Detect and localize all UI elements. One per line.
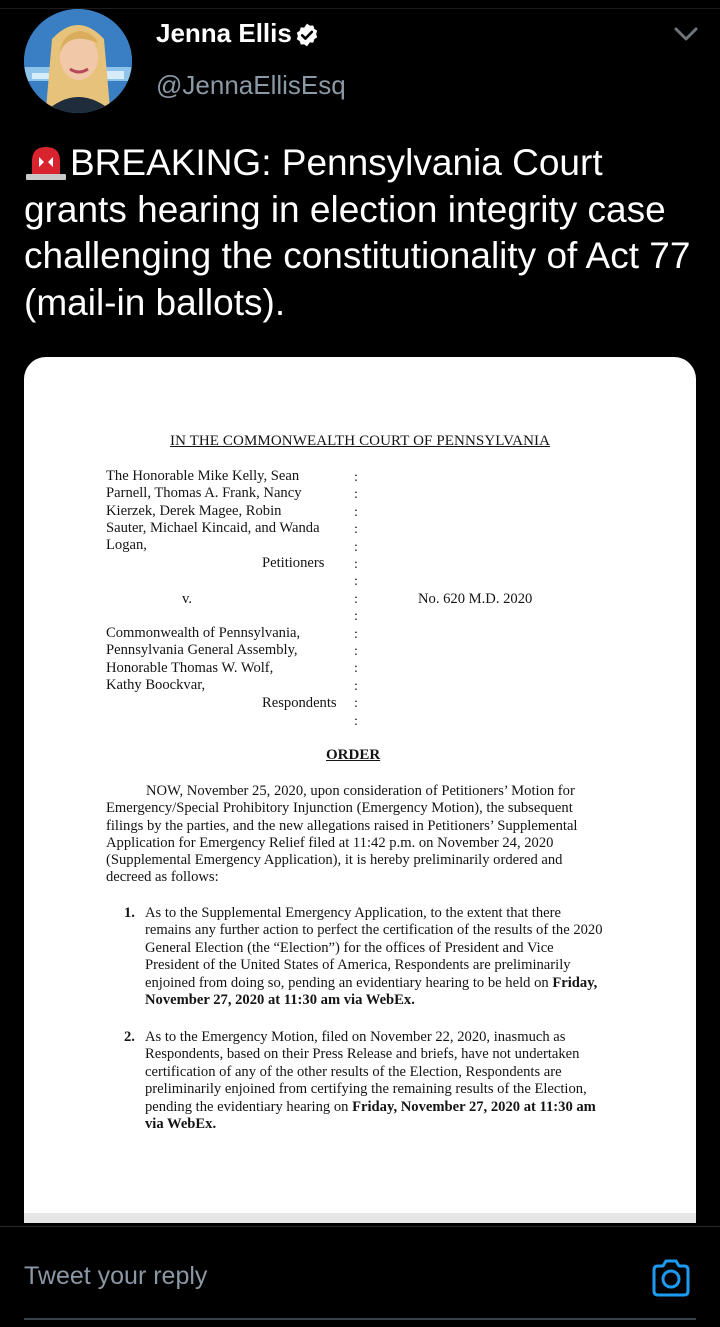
order-item-text: As to the Supplemental Emergency Application, to the extent that there remains any further action to perfect the certification of the results of the 2020 General Election (the “Election”) for the offices of President and Vice President of the United States of America, Respondents are preliminarily enjoined from doing so, pending an evidentiary hearing to be held on [145,905,603,991]
order-item-body [145,1029,609,1133]
respondents-list [106,625,346,694]
order-item-hearing-date: Friday, November 27, 2020 at 11:30 am via WebEx. [145,1098,596,1133]
reply-input[interactable]: Tweet your reply [24,1262,208,1290]
tweet-text [24,140,694,326]
respondents-label: Respondents [262,695,337,711]
chevron-down-icon[interactable] [672,24,700,44]
petitioner-line: Logan, [106,537,147,554]
camera-icon[interactable] [649,1256,693,1300]
order-item-hearing-date: Friday, November 27, 2020 at 11:30 am via WebEx. [145,974,598,1009]
order-paragraph: NOW, November 25, 2020, upon consideration of Petitioners’ Motion for Emergency/Special Prohibitory Injunction (Emergency Motion), the subsequent filings by the parties, and the new allegations raised in Petitioners’ Supplemental Application for Emergency Relief filed at 11:42 p.m. on November 24, 2020 (Supplemental Emergency Application), it is hereby preliminarily ordered and decreed as follows: [106,783,578,886]
court-order-document [24,357,696,1213]
tweet-text-content: BREAKING: Pennsylvania Court grants hearing in election integrity case challenging the constitutionality of Act 77 (mail-in ballots). [24,142,691,323]
petitioner-line: Sauter, Michael Kincaid, and Wanda [106,519,320,536]
media-card-bottom-edge [24,1213,696,1223]
petitioner-line: Parnell, Thomas A. Frank, Nancy [106,485,302,502]
versus-label: v. [182,591,192,607]
respondent-line: Pennsylvania General Assembly, [106,642,298,659]
author-handle[interactable]: @JennaEllisEsq [156,70,346,100]
police-siren-emoji-icon [24,143,68,181]
petitioner-line: Kierzek, Derek Magee, Robin [106,502,282,519]
document-heading: IN THE COMMONWEALTH COURT OF PENNSYLVANIA [170,433,551,449]
petitioner-line: The Honorable Mike Kelly, Sean [106,468,300,484]
respondent-line: Commonwealth of Pennsylvania, [106,625,301,641]
reply-input-underline [24,1318,696,1320]
order-item-1 [124,905,609,1009]
order-item-body [145,905,609,1009]
tweet-media-image[interactable] [24,357,696,1223]
respondent-line: Kathy Boockvar, [106,676,206,693]
order-item-number: 2. [124,1029,135,1045]
order-title: ORDER [326,747,381,763]
caption-colon-column: : : : : : : : : : : : : : : : [354,470,358,729]
author-name[interactable]: Jenna Ellis [156,18,292,48]
top-divider [0,8,720,9]
verified-badge-icon [294,22,320,48]
order-item-number: 1. [124,905,135,921]
petitioners-label: Petitioners [262,555,325,571]
petitioners-list [106,468,346,554]
order-item-2 [124,1029,609,1133]
order-item-text: As to the Emergency Motion, filed on November 22, 2020, inasmuch as Respondents, based on their Press Release and briefs, have not undertaken certification of any of the other results of the Election, Respondents are preliminarily enjoined from certifying the remaining results of the Election, pending the evidentiary hearing on [145,1029,587,1115]
respondent-line: Honorable Thomas W. Wolf, [106,659,274,676]
avatar-photo [24,9,132,113]
avatar[interactable] [24,9,132,113]
docket-number: No. 620 M.D. 2020 [418,591,533,607]
reply-divider [0,1226,720,1227]
